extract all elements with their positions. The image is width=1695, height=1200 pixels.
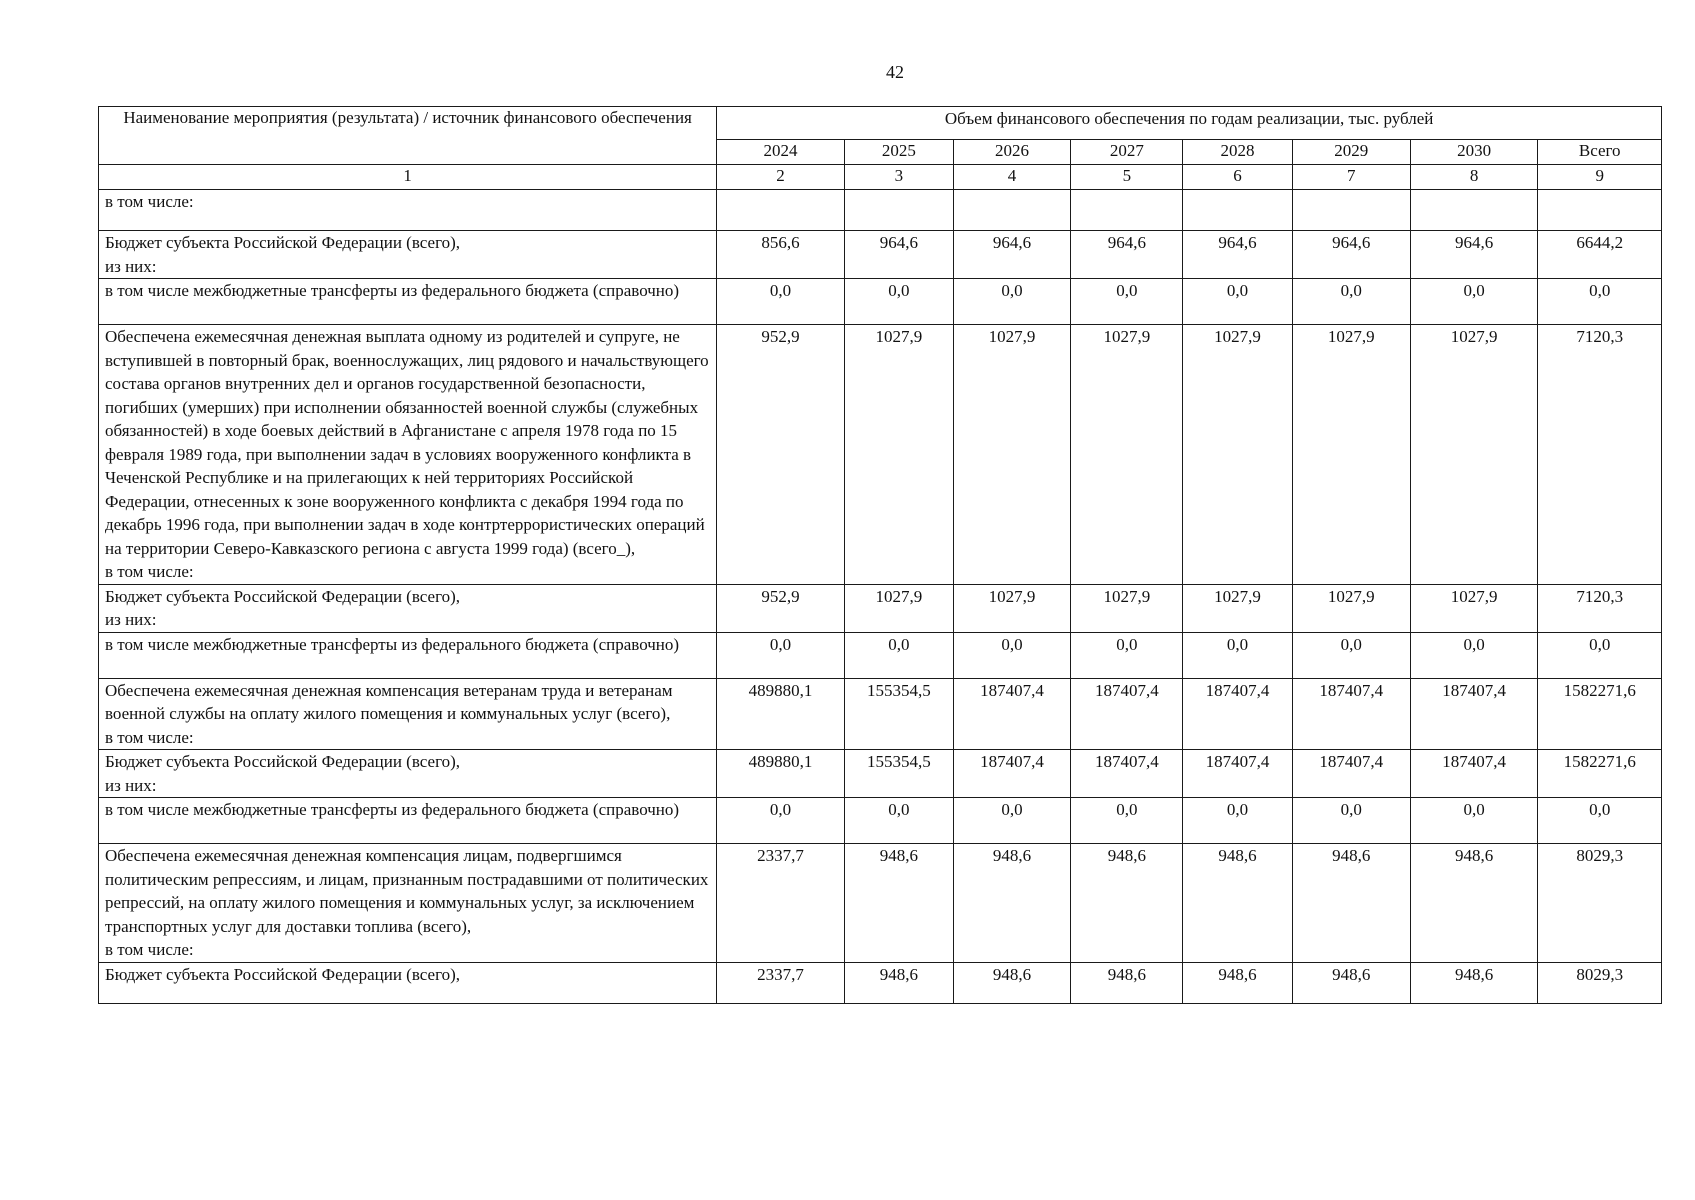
row-year-value	[717, 190, 845, 231]
row-year-value: 0,0	[717, 798, 845, 844]
row-year-value: 187407,4	[1410, 750, 1538, 798]
header-year: 2029	[1292, 140, 1410, 165]
row-total-value: 8029,3	[1538, 844, 1662, 963]
row-year-value: 948,6	[1183, 962, 1292, 1003]
row-year-value	[1292, 190, 1410, 231]
table-row	[99, 279, 1662, 325]
row-year-value: 187407,4	[1183, 750, 1292, 798]
row-year-value: 1027,9	[953, 584, 1070, 632]
row-year-value: 948,6	[1292, 962, 1410, 1003]
row-year-value: 964,6	[1183, 231, 1292, 279]
row-year-value: 489880,1	[717, 678, 845, 750]
row-year-value	[1410, 190, 1538, 231]
row-name: в том числе:	[99, 190, 717, 231]
row-total-value: 7120,3	[1538, 584, 1662, 632]
row-year-value	[1071, 190, 1183, 231]
row-year-value: 0,0	[1292, 279, 1410, 325]
row-year-value: 1027,9	[1292, 325, 1410, 585]
row-year-value: 1027,9	[1410, 584, 1538, 632]
row-year-value: 187407,4	[1292, 750, 1410, 798]
row-year-value: 948,6	[953, 962, 1070, 1003]
row-name: Обеспечена ежемесячная денежная компенсация ветеранам труда и ветеранам военной службы на оплату жилого помещения и коммунальных услуг (всего), в том числе:	[99, 678, 717, 750]
row-year-value: 489880,1	[717, 750, 845, 798]
row-year-value: 0,0	[1183, 279, 1292, 325]
row-year-value: 1027,9	[1292, 584, 1410, 632]
row-name: Бюджет субъекта Российской Федерации (всего), из них:	[99, 750, 717, 798]
row-total-value: 7120,3	[1538, 325, 1662, 585]
row-year-value: 0,0	[953, 279, 1070, 325]
row-year-value	[1183, 190, 1292, 231]
row-year-value: 948,6	[1183, 844, 1292, 963]
table-body	[99, 190, 1662, 1004]
row-year-value: 187407,4	[1410, 678, 1538, 750]
row-year-value: 155354,5	[844, 750, 953, 798]
row-year-value: 0,0	[953, 632, 1070, 678]
column-number: 3	[844, 165, 953, 190]
row-year-value: 0,0	[844, 632, 953, 678]
row-year-value: 0,0	[1292, 632, 1410, 678]
row-total-value: 1582271,6	[1538, 678, 1662, 750]
row-year-value: 948,6	[1410, 962, 1538, 1003]
table-row	[99, 632, 1662, 678]
header-total: Всего	[1538, 140, 1662, 165]
row-year-value: 952,9	[717, 325, 845, 585]
row-year-value	[953, 190, 1070, 231]
row-year-value: 0,0	[1292, 798, 1410, 844]
row-year-value: 0,0	[1071, 279, 1183, 325]
table-row	[99, 584, 1662, 632]
row-name: в том числе межбюджетные трансферты из федерального бюджета (справочно)	[99, 279, 717, 325]
table-row	[99, 190, 1662, 231]
row-year-value: 155354,5	[844, 678, 953, 750]
row-year-value: 964,6	[1071, 231, 1183, 279]
header-year: 2025	[844, 140, 953, 165]
row-name: Бюджет субъекта Российской Федерации (всего),	[99, 962, 717, 1003]
row-year-value: 187407,4	[1292, 678, 1410, 750]
row-total-value: 1582271,6	[1538, 750, 1662, 798]
column-number: 6	[1183, 165, 1292, 190]
row-year-value: 0,0	[1410, 798, 1538, 844]
row-name: в том числе межбюджетные трансферты из федерального бюджета (справочно)	[99, 798, 717, 844]
row-year-value: 187407,4	[1071, 678, 1183, 750]
financing-table	[98, 106, 1662, 1004]
row-year-value: 1027,9	[844, 584, 953, 632]
table-row	[99, 844, 1662, 963]
header-volume-column: Объем финансового обеспечения по годам реализации, тыс. рублей	[717, 107, 1662, 140]
row-year-value: 187407,4	[953, 678, 1070, 750]
row-year-value: 0,0	[717, 279, 845, 325]
row-year-value: 948,6	[953, 844, 1070, 963]
table-row	[99, 231, 1662, 279]
column-number: 4	[953, 165, 1070, 190]
table-row	[99, 325, 1662, 585]
row-year-value: 1027,9	[953, 325, 1070, 585]
row-year-value: 0,0	[844, 279, 953, 325]
row-year-value	[844, 190, 953, 231]
header-year: 2028	[1183, 140, 1292, 165]
column-number: 1	[99, 165, 717, 190]
row-year-value: 1027,9	[1071, 584, 1183, 632]
row-year-value: 964,6	[953, 231, 1070, 279]
column-number: 7	[1292, 165, 1410, 190]
row-year-value: 0,0	[1183, 632, 1292, 678]
row-year-value: 948,6	[1292, 844, 1410, 963]
row-name: Обеспечена ежемесячная денежная компенсация лицам, подвергшимся политическим репрессиям, и лицам, признанным пострадавшими от политических репрессий, на оплату жилого помещения и коммунальных услуг, за исключением транспортных услуг для доставки топлива (всего), в том числе:	[99, 844, 717, 963]
row-year-value: 0,0	[1410, 279, 1538, 325]
row-year-value: 187407,4	[1183, 678, 1292, 750]
row-name: Бюджет субъекта Российской Федерации (всего), из них:	[99, 584, 717, 632]
row-year-value: 187407,4	[1071, 750, 1183, 798]
row-year-value: 2337,7	[717, 844, 845, 963]
row-year-value: 948,6	[844, 962, 953, 1003]
header-name-column: Наименование мероприятия (результата) / источник финансового обеспечения	[99, 107, 717, 165]
row-total-value: 0,0	[1538, 632, 1662, 678]
column-number: 9	[1538, 165, 1662, 190]
row-year-value: 1027,9	[1410, 325, 1538, 585]
row-year-value: 1027,9	[844, 325, 953, 585]
header-year: 2026	[953, 140, 1070, 165]
header-year: 2027	[1071, 140, 1183, 165]
row-total-value: 6644,2	[1538, 231, 1662, 279]
row-year-value: 0,0	[844, 798, 953, 844]
row-year-value: 964,6	[1292, 231, 1410, 279]
row-name: Обеспечена ежемесячная денежная выплата одному из родителей и супруге, не вступившей в повторный брак, военнослужащих, лиц рядового и начальствующего состава органов внутренних дел и органов государственной безопасности, погибших (умерших) при исполнении обязанностей военной службы (служебных обязанностей) в ходе боевых действий в Афганистане с апреля 1978 года по 15 февраля 1989 года, при выполнении задач в условиях вооруженного конфликта в Чеченской Республике и на прилегающих к ней территориях Российской Федерации, отнесенных к зоне вооруженного конфликта с декабря 1994 года по декабрь 1996 года, при выполнении задач в ходе контртеррористических операций на территории Северо-Кавказского региона с августа 1999 года) (всего_), в том числе:	[99, 325, 717, 585]
row-year-value: 948,6	[844, 844, 953, 963]
row-year-value: 0,0	[1410, 632, 1538, 678]
row-year-value: 952,9	[717, 584, 845, 632]
column-number: 5	[1071, 165, 1183, 190]
table-row	[99, 678, 1662, 750]
row-year-value: 0,0	[717, 632, 845, 678]
table-row	[99, 798, 1662, 844]
row-year-value: 0,0	[1071, 798, 1183, 844]
row-year-value: 1027,9	[1183, 325, 1292, 585]
row-year-value: 948,6	[1410, 844, 1538, 963]
row-year-value: 0,0	[1071, 632, 1183, 678]
row-total-value: 0,0	[1538, 798, 1662, 844]
row-year-value: 2337,7	[717, 962, 845, 1003]
column-number: 8	[1410, 165, 1538, 190]
row-year-value: 1027,9	[1071, 325, 1183, 585]
row-year-value: 0,0	[1183, 798, 1292, 844]
column-number: 2	[717, 165, 845, 190]
row-year-value: 1027,9	[1183, 584, 1292, 632]
row-name: Бюджет субъекта Российской Федерации (всего), из них:	[99, 231, 717, 279]
header-year: 2030	[1410, 140, 1538, 165]
table-row	[99, 962, 1662, 1003]
row-year-value: 0,0	[953, 798, 1070, 844]
row-year-value: 948,6	[1071, 962, 1183, 1003]
header-year: 2024	[717, 140, 845, 165]
row-year-value: 856,6	[717, 231, 845, 279]
row-year-value: 187407,4	[953, 750, 1070, 798]
table-row	[99, 750, 1662, 798]
row-total-value	[1538, 190, 1662, 231]
page-number: 42	[886, 62, 904, 82]
row-total-value: 8029,3	[1538, 962, 1662, 1003]
row-total-value: 0,0	[1538, 279, 1662, 325]
row-year-value: 964,6	[844, 231, 953, 279]
row-year-value: 948,6	[1071, 844, 1183, 963]
row-year-value: 964,6	[1410, 231, 1538, 279]
row-name: в том числе межбюджетные трансферты из федерального бюджета (справочно)	[99, 632, 717, 678]
